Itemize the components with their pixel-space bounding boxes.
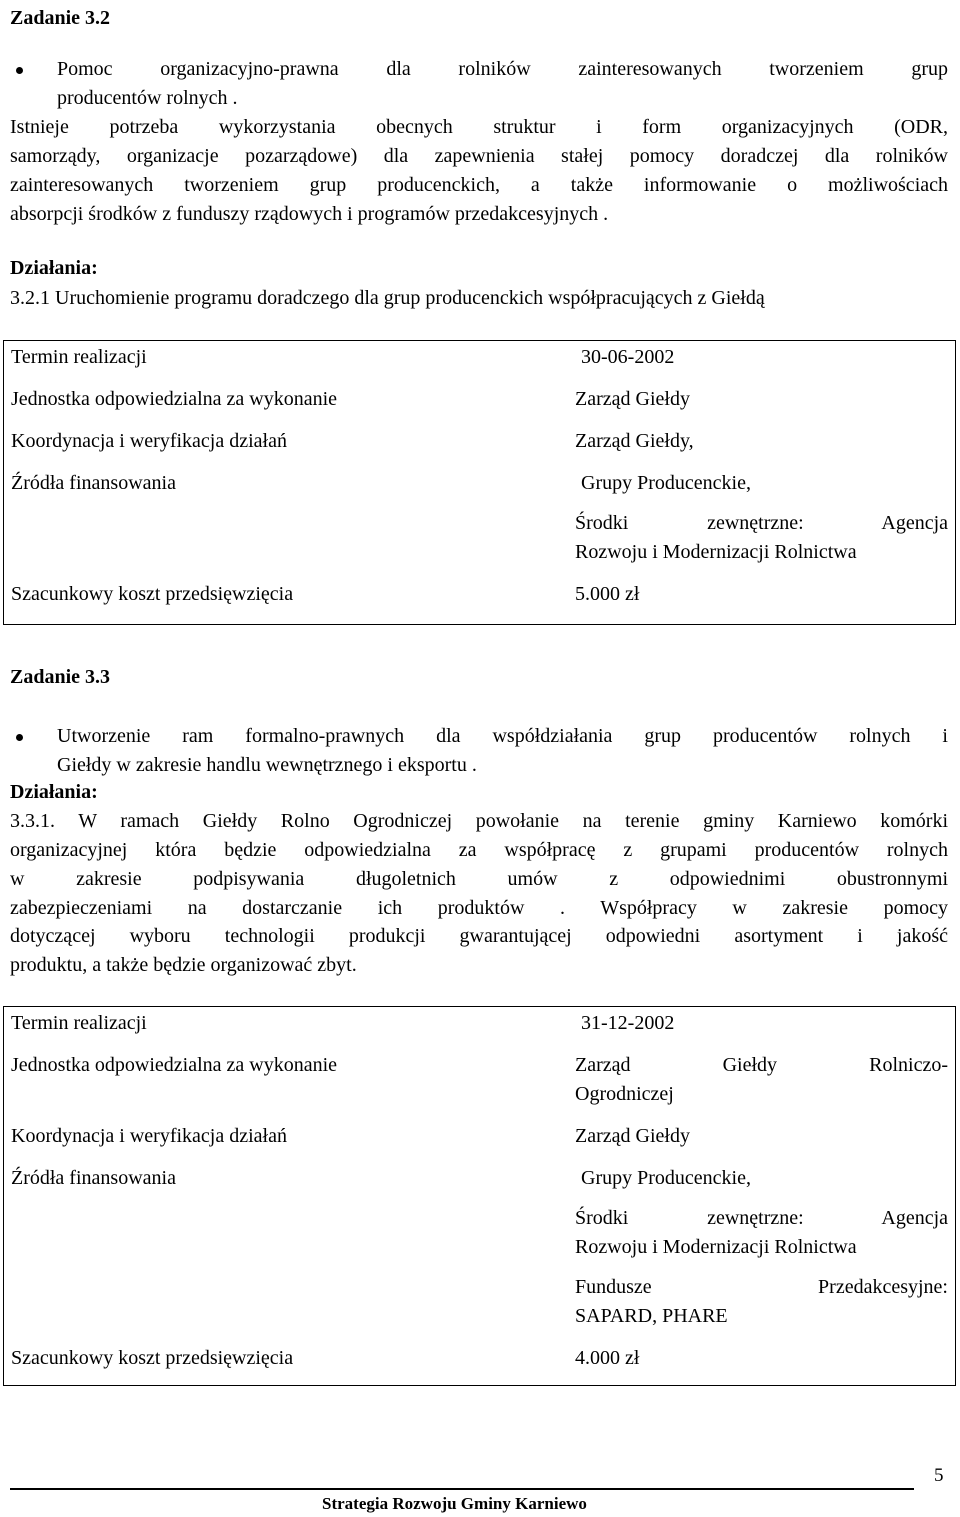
termin-label: Termin realizacji [11,1012,147,1034]
jednostka-value: Ogrodniczej [575,1083,674,1105]
paragraph-line: zainteresowanych tworzeniem grup producenckich, a także informowanie o możliwościach [10,174,948,196]
paragraph-line: dotyczącej wyboru technologii produkcji gwarantującej odpowiedni asortyment i jakość [10,925,948,947]
paragraph-line: zabezpieczeniami na dostarczanie ich produktów . Współpracy w zakresie pomocy [10,897,948,919]
koszt-label: Szacunkowy koszt przedsięwzięcia [11,1347,294,1369]
koordynacja-value: Zarząd Giełdy [575,1125,690,1147]
zrodla-value: SAPARD, PHARE [575,1305,728,1327]
paragraph-line: produktu, a także będzie organizować zbyt. [10,954,357,976]
termin-value: 31-12-2002 [581,1012,675,1034]
zrodla-value: Grupy Producenckie, [581,1167,751,1189]
zrodla-value: Środki zewnętrzne: Agencja [575,512,948,534]
bullet-text-line: Giełdy w zakresie handlu wewnętrznego i eksportu . [57,754,477,776]
koordynacja-label: Koordynacja i weryfikacja działań [11,1125,287,1147]
zrodla-value: Fundusze Przedakcesyjne: [575,1276,948,1298]
footer-title: Strategia Rozwoju Gminy Karniewo [322,1494,587,1513]
bullet-text-line: Pomoc organizacyjno-prawna dla rolników zainteresowanych tworzeniem grup [57,58,948,80]
paragraph-line: Istnieje potrzeba wykorzystania obecnych struktur i form organizacyjnych (ODR, [10,116,948,138]
zrodla-value: Rozwoju i Modernizacji Rolnictwa [575,541,857,563]
paragraph-line: organizacyjnej która będzie odpowiedzialna za współpracę z grupami producentów rolnych [10,839,948,861]
termin-value: 30-06-2002 [581,346,675,368]
jednostka-label: Jednostka odpowiedzialna za wykonanie [11,1054,338,1076]
zrodla-value: Grupy Producenckie, [581,472,751,494]
koszt-value: 4.000 zł [575,1347,640,1369]
jednostka-label: Jednostka odpowiedzialna za wykonanie [11,388,338,410]
termin-label: Termin realizacji [11,346,147,368]
zrodla-label: Źródła finansowania [11,1167,176,1189]
koszt-label: Szacunkowy koszt przedsięwzięcia [11,583,294,605]
actions-label: Działania: [10,781,98,803]
paragraph-line: samorządy, organizacje pozarządowe) dla zapewnienia stałej pomocy doradczej dla rolników [10,145,948,167]
bullet-text-line: Utworzenie ram formalno-prawnych dla współdziałania grup producentów rolnych i [57,725,948,747]
action-item: 3.2.1 Uruchomienie programu doradczego dla grup producenckich współpracujących z Giełdą [10,287,765,309]
task-details-table [3,1006,956,1386]
koszt-value: 5.000 zł [575,583,640,605]
jednostka-value: Zarząd Giełdy [575,388,690,410]
bullet-text-line: producentów rolnych . [57,87,238,109]
paragraph-line: 3.3.1. W ramach Giełdy Rolno Ogrodniczej powołanie na terenie gminy Karniewo komórki [10,810,948,832]
zrodla-label: Źródła finansowania [11,472,176,494]
bullet-icon [16,67,23,74]
zrodla-value: Środki zewnętrzne: Agencja [575,1207,948,1229]
bullet-icon [16,734,23,741]
task-details-table [3,340,956,625]
footer-rule [10,1488,914,1490]
actions-label: Działania: [10,257,98,279]
page-number: 5 [934,1465,944,1486]
paragraph-line: absorpcji środków z funduszy rządowych i programów przedakcesyjnych . [10,203,609,225]
jednostka-value: Zarząd Giełdy Rolniczo- [575,1054,948,1076]
koordynacja-value: Zarząd Giełdy, [575,430,694,452]
paragraph-line: w zakresie podpisywania długoletnich umów z odpowiednimi obustronnymi [10,868,948,890]
task-heading: Zadanie 3.2 [10,7,111,29]
task-heading: Zadanie 3.3 [10,666,111,688]
zrodla-value: Rozwoju i Modernizacji Rolnictwa [575,1236,857,1258]
koordynacja-label: Koordynacja i weryfikacja działań [11,430,287,452]
